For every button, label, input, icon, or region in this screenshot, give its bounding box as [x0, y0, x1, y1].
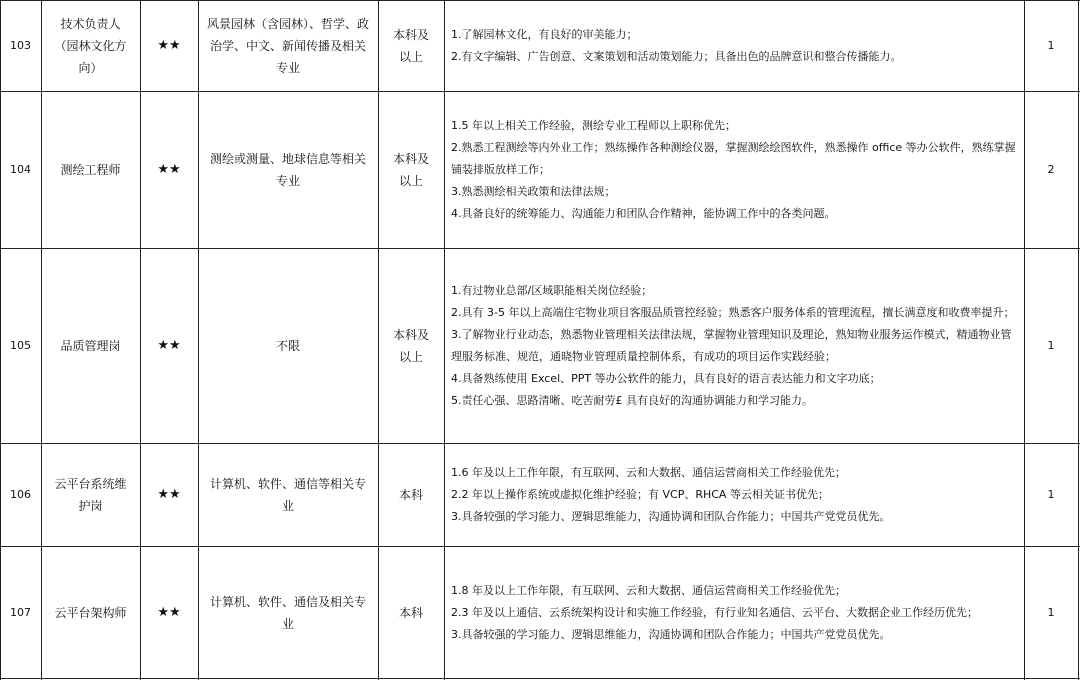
position-name: 测绘工程师	[60, 162, 121, 177]
education-requirement: 本科及以上	[392, 27, 429, 64]
column-divider	[378, 0, 379, 680]
star-rating: ★★	[157, 337, 181, 353]
requirement-line: 2.熟悉工程测绘等内外业工作；熟练操作各种测绘仪器，掌握测绘绘图软件，熟悉操作 office 等办公软件，熟练掌握铺装排版放样工作；	[451, 140, 1016, 176]
column-divider	[198, 0, 199, 680]
row-divider	[0, 0, 1080, 1]
table-row	[0, 248, 1080, 443]
column-divider	[1078, 0, 1079, 680]
major-requirement: 计算机、软件、通信及相关专业	[209, 595, 366, 631]
education-requirement: 本科	[398, 487, 423, 502]
requirement-line: 5.责任心强、思路清晰、吃苦耐劳£ 具有良好的沟通协调能力和学习能力。	[451, 393, 813, 407]
star-rating: ★★	[157, 605, 181, 620]
column-divider	[140, 0, 141, 680]
row-number: 105	[10, 338, 31, 352]
requirement-line: 1.了解园林文化，有良好的审美能力；	[451, 27, 638, 41]
requirement-line: 1.有过物业总部/区域职能相关岗位经验；	[451, 283, 653, 297]
headcount: 1	[1047, 38, 1055, 52]
table-row	[0, 91, 1080, 248]
row-divider	[0, 678, 1080, 679]
headcount: 1	[1047, 487, 1055, 501]
requirement-line: 3.具备较强的学习能力、逻辑思维能力，沟通协调和团队合作能力；中国共产党党员优先。	[451, 509, 891, 523]
requirement-line: 1.8 年及以上工作年限，有互联网、云和大数据、通信运营商相关工作经验优先；	[451, 584, 846, 597]
requirement-line: 4.具备良好的统筹能力、沟通能力和团队合作精神，能协调工作中的各类问题。	[451, 206, 836, 220]
education-requirement: 本科及以上	[392, 151, 429, 188]
position-name: 技术负责人（园林文化方向）	[54, 16, 127, 75]
star-rating: ★★	[157, 161, 181, 177]
education-requirement: 本科及以上	[392, 327, 429, 364]
headcount: 1	[1047, 338, 1055, 352]
requirement-line: 1.5 年以上相关工作经验，测绘专业工程师以上职称优先；	[451, 118, 736, 132]
job-requirements	[444, 546, 1024, 680]
headcount: 2	[1047, 162, 1055, 176]
row-number: 106	[10, 487, 31, 501]
education-requirement: 本科	[398, 606, 423, 620]
major-requirement: 风景园林（含园林）、哲学、政治学、中文、新闻传播及相关专业	[206, 16, 369, 75]
requirement-line: 3.熟悉测绘相关政策和法律法规；	[451, 184, 616, 198]
table-row	[0, 443, 1080, 546]
requirement-line: 3.具备较强的学习能力、逻辑思维能力，沟通协调和团队合作能力；中国共产党党员优先。	[451, 628, 891, 641]
requirement-line: 1.6 年及以上工作年限，有互联网、云和大数据、通信运营商相关工作经验优先；	[451, 465, 846, 479]
major-requirement: 测绘或测量、地球信息等相关专业	[209, 151, 366, 188]
requirement-line: 2.2 年以上操作系统或虚拟化维护经验；有 VCP、RHCA 等云相关证书优先；	[451, 487, 829, 501]
row-divider	[0, 443, 1080, 444]
job-requirements	[444, 0, 1024, 91]
star-rating: ★★	[157, 37, 181, 53]
column-divider	[1024, 0, 1025, 680]
major-requirement: 计算机、软件、通信等相关专业	[209, 476, 366, 513]
requirement-line: 4.具备熟练使用 Excel、PPT 等办公软件的能力，具有良好的语言表达能力和文字功底；	[451, 371, 881, 385]
column-divider	[444, 0, 445, 680]
position-name: 云平台系统维护岗	[54, 476, 127, 513]
row-number: 107	[10, 606, 31, 619]
job-requirements	[444, 248, 1024, 443]
position-name: 品质管理岗	[60, 338, 121, 353]
job-requirements	[444, 443, 1024, 546]
requirement-line: 3.了解物业行业动态，熟悉物业管理相关法律法规，掌握物业管理知识及理论，熟知物业服务运作模式，精通物业管理服务标准、规范，通晓物业管理质量控制体系，有成功的项目运作实践经验；	[451, 327, 1012, 363]
row-number: 104	[10, 162, 31, 176]
job-requirements	[444, 91, 1024, 248]
column-divider	[41, 0, 42, 680]
row-divider	[0, 546, 1080, 547]
column-divider	[0, 0, 1, 680]
row-divider	[0, 248, 1080, 249]
major-requirement: 不限	[275, 338, 300, 353]
headcount: 1	[1047, 606, 1055, 619]
position-name: 云平台架构师	[54, 606, 127, 620]
star-rating: ★★	[157, 486, 181, 502]
row-number: 103	[10, 38, 31, 52]
requirement-line: 2.具有 3-5 年以上高端住宅物业项目客服品质管控经验；熟悉客户服务体系的管理流程，擅长满意度和收费率提升；	[451, 305, 1015, 319]
row-divider	[0, 91, 1080, 92]
requirement-line: 2.有文字编辑、广告创意、文案策划和活动策划能力；具备出色的品牌意识和整合传播能力。	[451, 49, 902, 63]
table-row	[0, 546, 1080, 680]
table-row	[0, 0, 1080, 91]
requirement-line: 2.3 年及以上通信、云系统架构设计和实施工作经验，有行业知名通信、云平台、大数据企业工作经历优先；	[451, 606, 978, 619]
